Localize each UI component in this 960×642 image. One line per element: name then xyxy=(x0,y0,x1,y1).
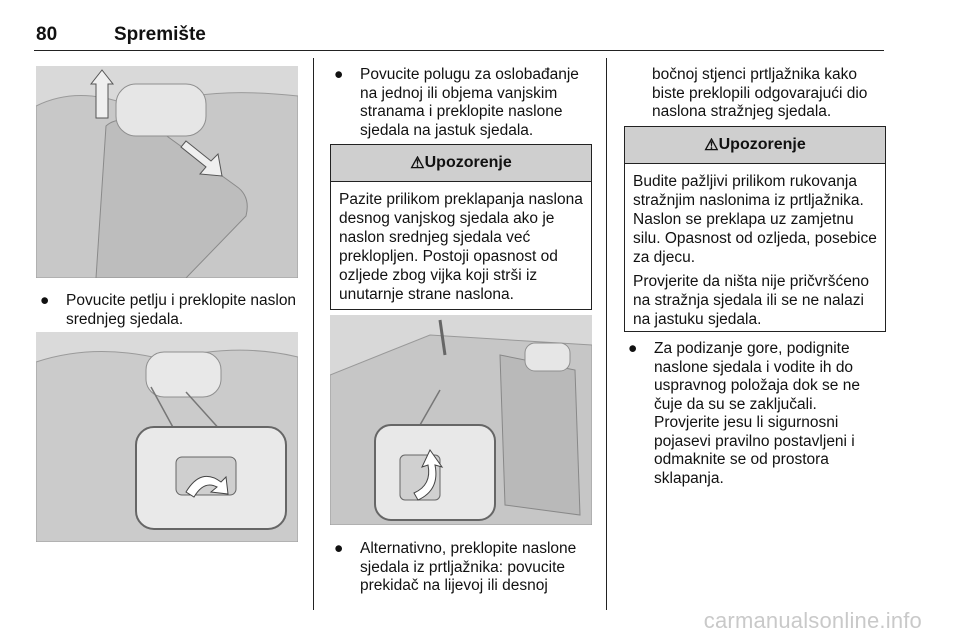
trunk-release-switch-illustration xyxy=(330,315,592,525)
bullet-marker: ● xyxy=(628,340,638,357)
watermark: carmanualsonline.info xyxy=(703,608,922,633)
bullet-text: Povucite petlju i preklopite naslon srednjeg sjedala. xyxy=(66,292,297,328)
warning-title: Upozorenje xyxy=(718,136,806,153)
warning-icon: ⚠ xyxy=(410,155,425,172)
warning-body xyxy=(331,182,591,317)
warning-text: Pazite prilikom preklapanja naslona desnog vanjskog sjedala ako je naslon srednjeg sjedala već preklopljen. Postoji opasnost od ozljede zbog vijka koji strši iz unutarnje strane naslona. xyxy=(339,191,583,303)
list-item xyxy=(40,292,302,332)
warning-header xyxy=(625,127,885,164)
warning-box xyxy=(624,126,886,332)
warning-box xyxy=(330,144,592,310)
warning-paragraph-1: Budite pažljivi prilikom rukovanja stražnjim naslonima iz prtljažnika. Naslon se preklapa uz zamjetnu silu. Opasnost od ozljeda, posebice za djecu. xyxy=(633,173,877,266)
bullet-marker: ● xyxy=(334,540,344,557)
seat-release-loop-illustration xyxy=(36,332,298,542)
seat-headrest-illustration xyxy=(36,66,298,278)
bullet-text: Za podizanje gore, podignite naslone sjedala i vodite ih do uspravnog položaja dok se ne čuje da su se zaključali. Provjerite jesu li sigurnosni pojasevi pravilno postavljeni i odmaknite se od prostora sklapanja. xyxy=(654,340,860,487)
column-divider-2 xyxy=(606,58,607,610)
bullet-marker: ● xyxy=(334,66,344,83)
list-item xyxy=(334,540,596,600)
header-rule xyxy=(34,50,884,51)
list-item xyxy=(628,340,888,490)
column-divider-1 xyxy=(313,58,314,610)
warning-paragraph-2: Provjerite da ništa nije pričvršćeno na stražnja sjedala ili se ne nalazi na jastuku sjedala. xyxy=(633,273,870,328)
continuation-text: bočnoj stjenci prtljažnika kako biste preklopili odgovarajući dio naslona stražnjeg sjedala. xyxy=(652,66,868,120)
warning-header xyxy=(331,145,591,182)
page-number: 80 xyxy=(36,24,58,45)
warning-body xyxy=(625,164,885,342)
list-item xyxy=(334,66,596,142)
bullet-marker: ● xyxy=(40,292,50,309)
bullet-text: Alternativno, preklopite naslone sjedala iz prtljažnika: povucite prekidač na lijevoj ili desnoj xyxy=(360,540,577,594)
bullet-text: Povucite polugu za oslobađanje na jednoj ili objema vanjskim stranama i preklopite naslone sjedala na jastuk sjedala. xyxy=(360,66,579,139)
warning-title: Upozorenje xyxy=(424,154,512,171)
warning-icon: ⚠ xyxy=(704,137,719,154)
page-title: Spremište xyxy=(114,24,206,45)
